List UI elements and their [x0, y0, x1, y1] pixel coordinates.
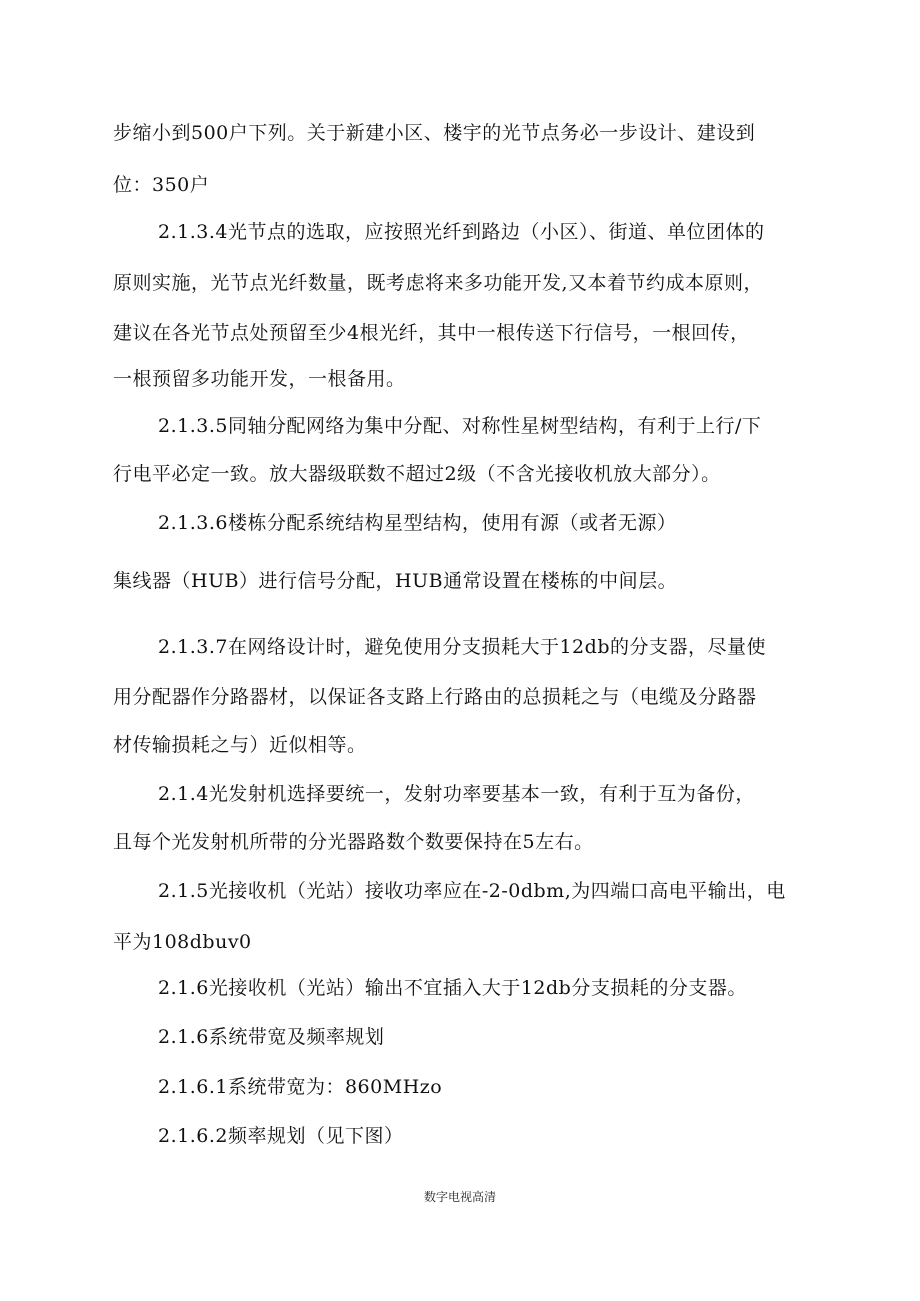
text-line: 用分配器作分路器材，以保证各支路上行路由的总损耗之与（电缆及分路器 [113, 686, 757, 708]
text-line: 集线器（HUB）进行信号分配，HUB通常设置在楼栋的中间层。 [113, 570, 678, 592]
section-heading-line: 2.1.6系统带宽及频率规划 [158, 1026, 385, 1048]
paragraph-heading-line: 2.1.3.5同轴分配网络为集中分配、对称性星树型结构，有利于上行/下 [158, 415, 762, 437]
text-line: 材传输损耗之与）近似相等。 [113, 734, 367, 756]
paragraph-heading-line: 2.1.4光发射机选择要统一，发射功率要基本一致，有利于互为备份， [158, 783, 755, 805]
text-line: 建议在各光节点处预留至少4根光纤，其中一根传送下行信号，一根回传， [113, 322, 750, 344]
text-line: 原则实施，光节点光纤数量，既考虑将来多功能开发,又本着节约成本原则， [113, 272, 764, 294]
paragraph-heading-line: 2.1.6光接收机（光站）输出不宜插入大于12db分支损耗的分支器。 [158, 977, 747, 999]
text-line: 位：350户 [113, 174, 210, 196]
text-line: 步缩小到500户下列。关于新建小区、楼宇的光节点务必一步设计、建设到 [113, 122, 756, 144]
text-line: 行电平必定一致。放大器级联数不超过2级（不含光接收机放大部分）。 [113, 463, 721, 485]
section-heading-line: 2.1.6.2频率规划（见下图） [158, 1125, 404, 1147]
text-line: 平为108dbuv0 [113, 931, 252, 953]
paragraph-heading-line: 2.1.3.4光节点的选取，应按照光纤到路边（小区）、街道、单位团体的 [158, 221, 765, 243]
paragraph-heading-line: 2.1.3.6楼栋分配系统结构星型结构，使用有源（或者无源） [158, 512, 677, 534]
text-line: 一根预留多功能开发，一根备用。 [113, 368, 406, 390]
page-footer: 数字电视高清 [423, 1190, 496, 1204]
paragraph-heading-line: 2.1.5光接收机（光站）接收功率应在-2-0dbm,为四端口高电平输出，电 [158, 880, 786, 902]
paragraph-heading-line: 2.1.3.7在网络设计时，避免使用分支损耗大于12db的分支器，尽量使 [158, 636, 766, 658]
text-line: 且每个光发射机所带的分光器路数个数要保持在5左右。 [113, 831, 594, 853]
section-heading-line: 2.1.6.1系统带宽为：860MHzo [158, 1076, 443, 1098]
